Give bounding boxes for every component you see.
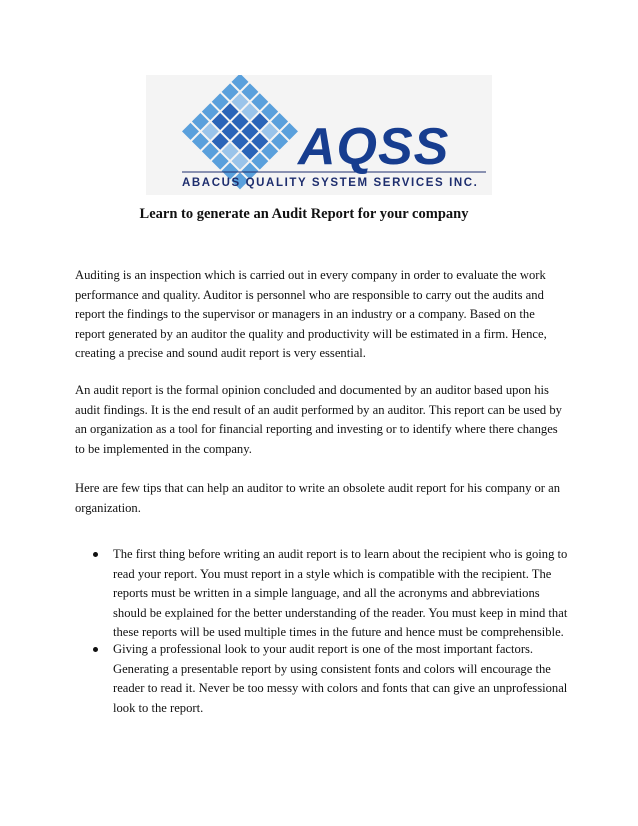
company-logo (146, 75, 492, 195)
bullet-icon (93, 647, 98, 652)
document-title (0, 204, 638, 224)
bullet-icon (93, 552, 98, 557)
paragraph-tips-lead: Here are few tips that can help an auditor to write an obsolete audit report for his company or an organization. (75, 481, 561, 515)
paragraph-intro: Auditing is an inspection which is carried out in every company in order to evaluate the work performance and quality. Auditor is personnel who are responsible to carry out the audits and report the findings to the supervisor or managers in an industry or a company. Based on the report generated by an auditor the quality and productivity will be estimated in a firm. Hence, creating a precise and sound audit report is very essential. (75, 268, 547, 361)
list-item-text: Giving a professional look to your audit report is one of the most important factors. Generating a presentable report by using consistent fonts and colors will encourage the reader to read it. Never be too messy with colors and fonts that can give an unprofessional look to the report. (113, 642, 568, 715)
list-item-text: The first thing before writing an audit report is to learn about the recipient who is going to read your report. You must report in a style which is compatible with the recipient. The reports must be written in a simple language, and all the acronyms and abbreviations should be explained for the better understanding of the reader. You must keep in mind that these reports will be used multiple times in the future and hence must be comprehensible. (113, 547, 568, 640)
logo-tagline: ABACUS QUALITY SYSTEM SERVICES INC. (182, 177, 479, 189)
title-text: Learn to generate an Audit Report for your company (139, 206, 469, 222)
logo-wordmark: AQSS (298, 118, 450, 176)
paragraph-definition: An audit report is the formal opinion concluded and documented by an auditor based upon his audit findings. It is the end result of an audit performed by an auditor. This report can be used by an organization as a tool for financial reporting and investing or to identify where there changes to be implemented in the company. (75, 383, 562, 456)
